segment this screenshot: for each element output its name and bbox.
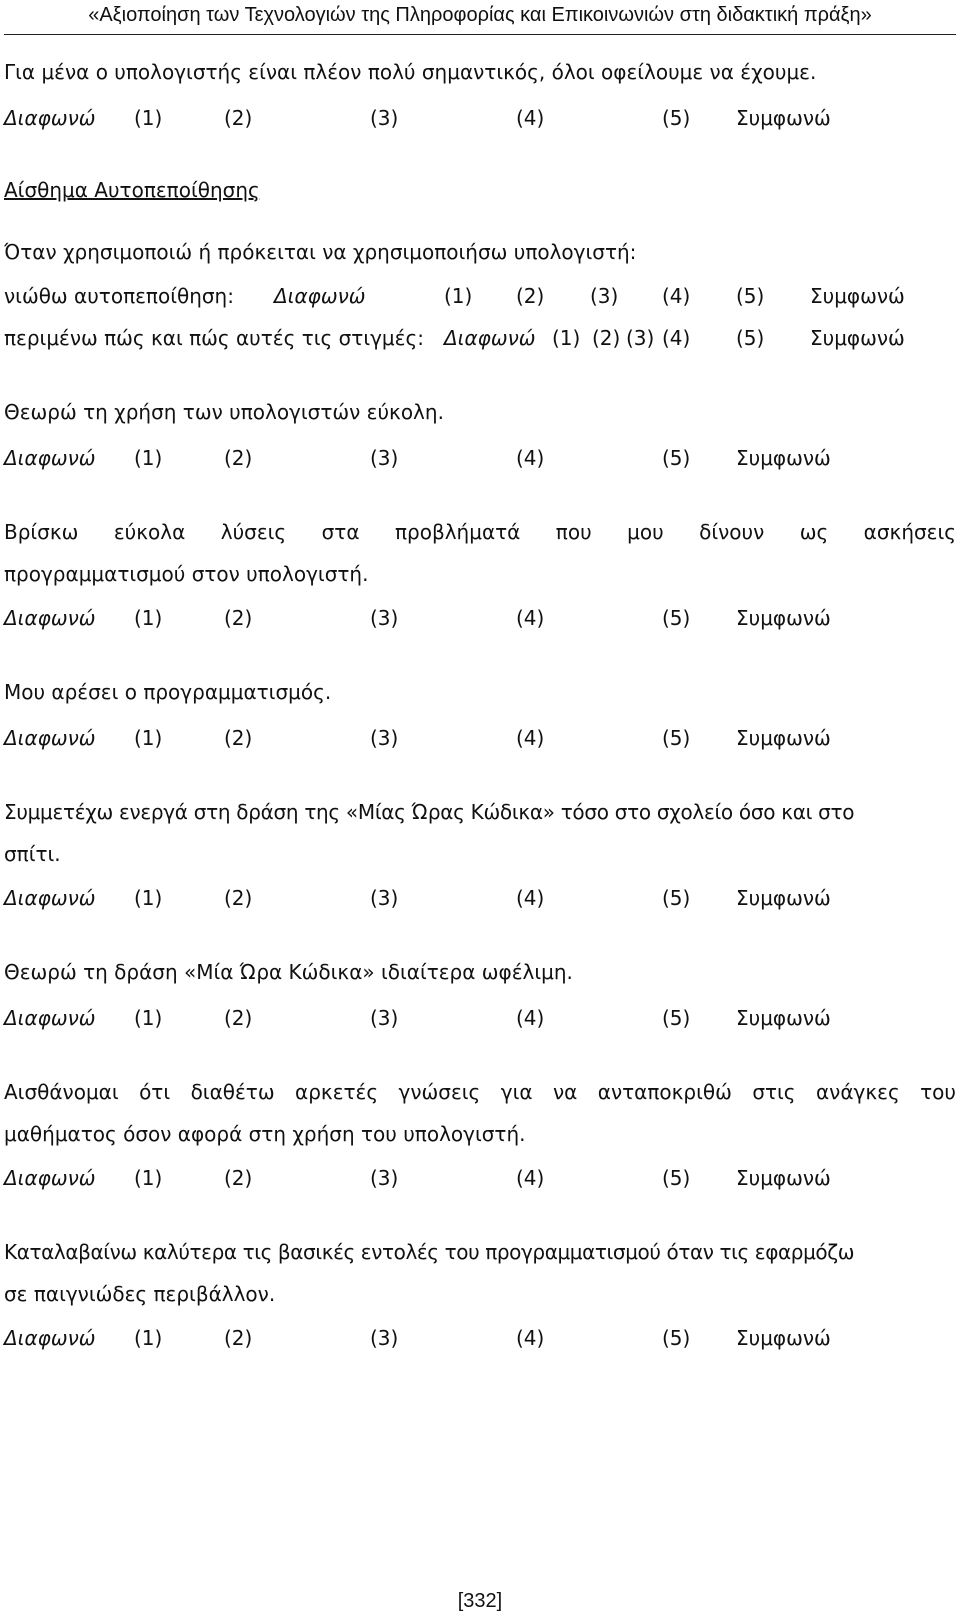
scale-option-5[interactable]: (5)	[662, 1006, 691, 1030]
scale-option-2[interactable]: (2)	[224, 1326, 253, 1350]
scale-option-3[interactable]: (3)	[370, 1166, 399, 1190]
section-heading: Αίσθημα Αυτοπεποίθησης	[4, 178, 260, 202]
statement-7-line-2: σε παιγνιώδες περιβάλλον.	[4, 1282, 276, 1306]
scale-option-2[interactable]: (2)	[224, 1166, 253, 1190]
scale-agree: Συμφωνώ	[810, 284, 905, 308]
item-label: νιώθω αυτοπεποίθηση:	[4, 284, 234, 308]
scale-disagree: Διαφωνώ	[4, 106, 96, 130]
scale-option-5[interactable]: (5)	[736, 326, 765, 350]
scale-disagree: Διαφωνώ	[4, 1166, 96, 1190]
scale-option-3[interactable]: (3)	[370, 446, 399, 470]
scale-agree: Συμφωνώ	[736, 726, 831, 750]
scale-option-4[interactable]: (4)	[516, 446, 545, 470]
scale-option-2[interactable]: (2)	[224, 886, 253, 910]
scale-option-2[interactable]: (2)	[516, 284, 545, 308]
scale-disagree: Διαφωνώ	[274, 284, 366, 308]
scale-option-4[interactable]: (4)	[662, 326, 691, 350]
scale-option-1[interactable]: (1)	[134, 726, 163, 750]
scale-disagree: Διαφωνώ	[4, 1326, 96, 1350]
scale-option-4[interactable]: (4)	[516, 606, 545, 630]
scale-agree: Συμφωνώ	[736, 1326, 831, 1350]
statement-1: Θεωρώ τη χρήση των υπολογιστών εύκολη.	[4, 400, 444, 424]
scale-option-5[interactable]: (5)	[662, 446, 691, 470]
scale-option-1[interactable]: (1)	[134, 446, 163, 470]
scale-option-5[interactable]: (5)	[662, 606, 691, 630]
statement-6-line-1: Αισθάνομαι ότι διαθέτω αρκετές γνώσεις για να ανταποκριθώ στις ανάγκες του	[4, 1080, 956, 1104]
scale-option-3[interactable]: (3)	[370, 1006, 399, 1030]
header-divider	[4, 34, 956, 35]
scale-agree: Συμφωνώ	[736, 106, 831, 130]
scale-option-5[interactable]: (5)	[662, 106, 691, 130]
scale-agree: Συμφωνώ	[736, 886, 831, 910]
page-number: [332]	[457, 1590, 503, 1612]
scale-agree: Συμφωνώ	[736, 1006, 831, 1030]
scale-option-4[interactable]: (4)	[662, 284, 691, 308]
scale-option-1[interactable]: (1)	[134, 606, 163, 630]
page-header	[0, 0, 960, 40]
scale-disagree: Διαφωνώ	[4, 606, 96, 630]
scale-option-4[interactable]: (4)	[516, 1166, 545, 1190]
scale-option-1[interactable]: (1)	[134, 1326, 163, 1350]
scale-option-1[interactable]: (1)	[134, 106, 163, 130]
scale-option-4[interactable]: (4)	[516, 1006, 545, 1030]
scale-option-1[interactable]: (1)	[134, 1006, 163, 1030]
scale-option-3[interactable]: (3)	[370, 606, 399, 630]
scale-agree: Συμφωνώ	[736, 606, 831, 630]
intro-statement: Για μένα ο υπολογιστής είναι πλέον πολύ σημαντικός, όλοι οφείλουμε να έχουμε.	[4, 60, 817, 84]
scale-option-2[interactable]: (2)	[224, 446, 253, 470]
scale-option-3[interactable]: (3)	[370, 886, 399, 910]
scale-option-1[interactable]: (1)	[134, 886, 163, 910]
scale-disagree: Διαφωνώ	[4, 726, 96, 750]
scale-option-4[interactable]: (4)	[516, 726, 545, 750]
statement-6-line-2: μαθήματος όσον αφορά στη χρήση του υπολογιστή.	[4, 1122, 526, 1146]
scale-option-3[interactable]: (3)	[626, 326, 655, 350]
scale-option-3[interactable]: (3)	[590, 284, 619, 308]
statement-2-line-1: Βρίσκω εύκολα λύσεις στα προβλήματά που μου δίνουν ως ασκήσεις	[4, 520, 956, 544]
scale-option-5[interactable]: (5)	[662, 726, 691, 750]
scale-option-5[interactable]: (5)	[662, 1326, 691, 1350]
statement-7-line-1: Καταλαβαίνω καλύτερα τις βασικές εντολές του προγραμματισμού όταν τις εφαρμόζω	[4, 1240, 855, 1264]
scale-disagree: Διαφωνώ	[4, 886, 96, 910]
scale-agree: Συμφωνώ	[810, 326, 905, 350]
statement-4-line-2: σπίτι.	[4, 842, 61, 866]
scale-option-2[interactable]: (2)	[224, 606, 253, 630]
scale-option-2[interactable]: (2)	[224, 106, 253, 130]
scale-disagree: Διαφωνώ	[4, 1006, 96, 1030]
scale-option-2[interactable]: (2)	[224, 1006, 253, 1030]
scale-option-4[interactable]: (4)	[516, 1326, 545, 1350]
scale-disagree: Διαφωνώ	[4, 446, 96, 470]
scale-agree: Συμφωνώ	[736, 446, 831, 470]
scale-option-2[interactable]: (2)	[592, 326, 621, 350]
scale-option-5[interactable]: (5)	[662, 886, 691, 910]
scale-disagree: Διαφωνώ	[444, 326, 536, 350]
scale-option-5[interactable]: (5)	[662, 1166, 691, 1190]
header-title: «Αξιοποίηση των Τεχνολογιών της Πληροφορίας και Επικοινωνιών στη διδακτική πράξη»	[88, 4, 872, 26]
scale-option-3[interactable]: (3)	[370, 1326, 399, 1350]
scale-option-1[interactable]: (1)	[552, 326, 581, 350]
section-lead: Όταν χρησιμοποιώ ή πρόκειται να χρησιμοποιήσω υπολογιστή:	[4, 240, 637, 264]
statement-3: Μου αρέσει ο προγραμματισμός.	[4, 680, 332, 704]
item-label: περιμένω πώς και πώς αυτές τις στιγμές:	[4, 326, 424, 350]
scale-option-4[interactable]: (4)	[516, 106, 545, 130]
scale-option-4[interactable]: (4)	[516, 886, 545, 910]
scale-option-3[interactable]: (3)	[370, 726, 399, 750]
statement-5: Θεωρώ τη δράση «Μία Ώρα Κώδικα» ιδιαίτερα ωφέλιμη.	[4, 960, 573, 984]
scale-option-1[interactable]: (1)	[444, 284, 473, 308]
scale-option-2[interactable]: (2)	[224, 726, 253, 750]
scale-option-3[interactable]: (3)	[370, 106, 399, 130]
scale-agree: Συμφωνώ	[736, 1166, 831, 1190]
statement-2-line-2: προγραμματισμού στον υπολογιστή.	[4, 562, 369, 586]
scale-option-5[interactable]: (5)	[736, 284, 765, 308]
scale-option-1[interactable]: (1)	[134, 1166, 163, 1190]
statement-4-line-1: Συμμετέχω ενεργά στη δράση της «Μίας Ώρας Κώδικα» τόσο στο σχολείο όσο και στο	[4, 800, 855, 824]
